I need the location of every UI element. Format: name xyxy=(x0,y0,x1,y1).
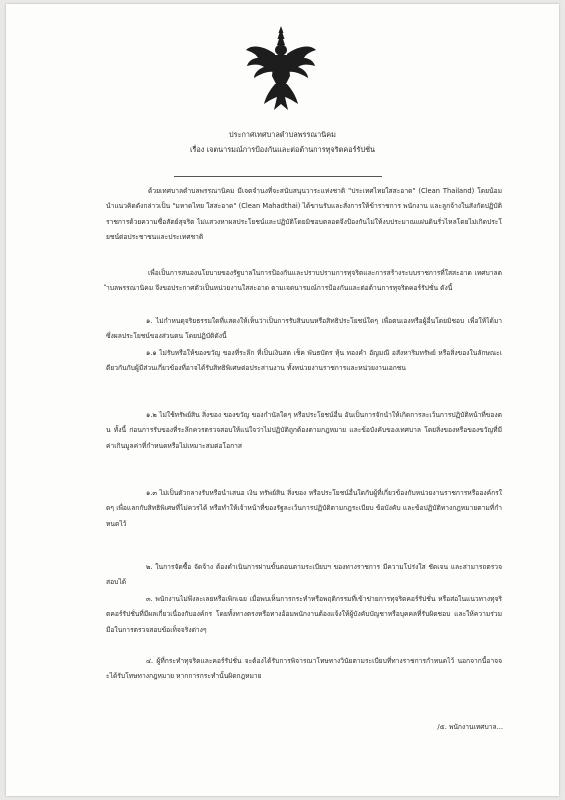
paragraph-item-1: ๑. ไม่กำหนดุจริยธรรมใดที่แสดงให้เห็นว่าเป็นการรับสินบนหรือสิทธิประโยชน์ใดๆ เพื่อตนเองหรือผู้อื่นโดยมิชอบ เพื่อให้ได้มาซึ่งผลประโยชน์ของส่วนตน โดยปฏิบัติดังนี้ xyxy=(106,317,502,341)
paragraph-item-1-3: ๑.๓ ไม่เป็นตัวกลางรับหรือนำเสนอ เงิน ทรัพย์สิน สิ่งของ หรือประโยชน์อื่นใดกับผู้ที่เกี่ยวข้องกับหน่วยงานราชการหรือองค์กรใดๆ เพื่อแลกกับสิทธิพิเศษที่ไม่ควรได้ หรือทำให้เจ้าหน้าที่ของรัฐละเว้นการปฏิบัติตามกฎระเบียบ ข้อบังคับ และข้อปฏิบัติทางกฎหมายตามที่กำหนดไว้ xyxy=(106,489,502,528)
garuda-emblem-icon xyxy=(244,24,318,120)
paragraph-declaration: เพื่อเป็นการสนองนโยบายของรัฐบาลในการป้องกันและปราบปรามการทุจริตและการสร้างระบบราชการที่ใสสะอาด เทศบาลตำบลพรรณานิคม จึงขอประกาศตัวเป็นหน่วยงานใสสะอาด ตามเจตนารมณ์การป้องกันและต่อต้านการทุจริตคอร์รัปชั่น ดังนี้ xyxy=(106,269,502,293)
paragraph-item-1-2: ๑.๒ ไม่ใช้ทรัพย์สิน สิ่งของ ของขวัญ ของกำนัลใดๆ หรือประโยชน์อื่น อันเป็นการจักนำให้เกิดการละเว้นการปฏิบัติหน้าที่ของตน ทั้งนี้ ก่อนการรับของที่ระลึกควรตรวจสอบให้แน่ใจว่าไม่ปฏิบัติถูกต้องตามกฎหมาย และข้อบังคับของเทศบาล โดยสิ่งของหรือของขวัญที่มีค่าเกินมูลค่าที่กำหนดหรือไม่เหมาะสมต่อโอกาส xyxy=(106,411,502,450)
title-divider xyxy=(174,176,382,177)
continuation-note: /๕. พนักงานเทศบาล... xyxy=(437,723,503,731)
announcement-subject: เรื่อง เจตนารมณ์การป้องกันและต่อต้านการทุจริตคอร์รัปชั่น xyxy=(189,145,376,154)
paragraph-item-2: ๒. ในการจัดซื้อ จัดจ้าง ต้องดำเนินการผ่านขั้นตอนตามระเบียบฯ ของทางราชการ มีความโปร่งใส ชัดเจน และสามารถตรวจสอบได้ xyxy=(106,563,502,587)
paragraph-item-3: ๓. พนักงานไม่พึงละเลยหรือเพิกเฉย เมื่อพบเห็นการกระทำหรือพฤติกรรมที่เข้าข่ายการทุจริตคอร์รัปชั่น หรือส่อในแนวทางทุจริตคอร์รัปชั่นที่มีผลเกี่ยวเนื่องกับองค์กร โดยทั้งทางตรงหรือทางอ้อมพนักงานต้องแจ้งให้ผู้บังคับบัญชาหรือบุคคลที่รับผิดชอบ และให้ความร่วมมือในการตรวจสอบข้อเท็จจริงต่างๆ xyxy=(106,595,502,634)
paragraph-intro: ด้วยเทศบาลตำบลพรรณานิคม มีเจตจำนงที่จะสนับสนุนวาระแห่งชาติ "ประเทศไทยใสสะอาด" (Clean Thailand) โดยน้อมนำแนวคิดดังกล่าวเป็น "มหาดไทย ใสสะอาด" (Clean Mahadthai) ได้ขานรับและสั่งการให้ข้าราชการ พนักงาน และลูกจ้างในสังกัดปฏิบัติราชการด้วยความซื่อสัตย์สุจริต ไม่แสวงหาผลประโยชน์และปฏิบัติโดยมิชอบตลอดจึงป้องกันไม่ให้งบประมาณแผ่นดินรั่วไหลโดยไม่เกิดประโยชน์ต่อประชาชนและประเทศชาติ xyxy=(106,187,502,242)
paragraph-item-4: ๔. ผู้ที่กระทำทุจริตและคอร์รัปชั่น จะต้องได้รับการพิจารณาโทษทางวินัยตามระเบียบที่ทางราชการกำหนดไว้ นอกจากนี้อาจจะได้รับโทษทางกฎหมาย หากการกระทำนั้นผิดกฎหมาย xyxy=(106,657,502,681)
announcement-title: ประกาศเทศบาลตำบลพรรณานิคม xyxy=(229,130,336,139)
paragraph-item-1-1: ๑.๑ ไม่รับหรือให้ของขวัญ ของที่ระลึก ที่เป็นเงินสด เช็ค พันธบัตร หุ้น ทองคำ อัญมณี อสังหาริมทรัพย์ หรือสิ่งของในลักษณะเดียวกันกับผู้มีส่วนเกี่ยวข้องที่อาจได้รับสิทธิพิเศษต่อประสานงาน ทั้งหน่วยงานราชการและหน่วยงานเอกชน xyxy=(106,349,502,373)
document-page xyxy=(6,4,559,796)
